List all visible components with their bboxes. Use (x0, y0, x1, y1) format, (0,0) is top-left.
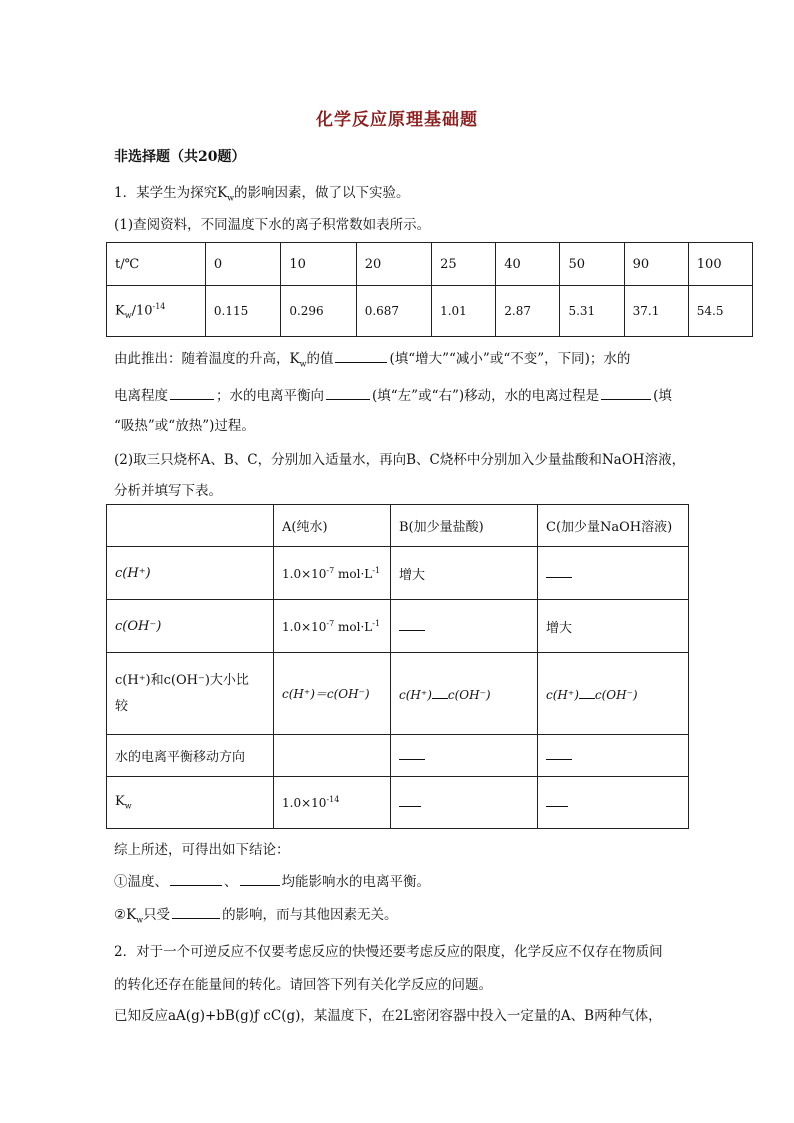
table-cell: 0 (205, 243, 280, 286)
row-label-line1: c(H⁺)和c(OH⁻)大小比 (115, 672, 249, 688)
answer-blank[interactable] (399, 794, 421, 807)
row-label-line2: 较 (115, 698, 129, 714)
table-cell (538, 777, 689, 829)
q1-line-b (114, 385, 672, 406)
table-cell: c(H⁺)＝c(OH⁻) (274, 653, 391, 735)
q1-line-b-tail: (填 (653, 388, 672, 404)
answer-blank[interactable] (172, 904, 220, 919)
conclusion-2-mid: 只受 (143, 907, 171, 923)
table-cell (538, 653, 689, 735)
table-cell: c(H⁺) (107, 547, 274, 600)
answer-blank[interactable] (432, 686, 448, 699)
q1-part1: (1)查阅资料，不同温度下水的离子积常数如表所示。 (114, 217, 431, 233)
table-cell: 0.687 (356, 286, 431, 337)
compare-right: c(OH⁻) (594, 687, 638, 702)
table-cell (391, 777, 538, 829)
table-row (107, 653, 689, 735)
conclusion-2-tail: 的影响，而与其他因素无关。 (222, 907, 398, 923)
summary-line: 综上所述，可得出如下结论： (114, 842, 290, 858)
table-row (107, 735, 689, 777)
conclusion-1-sep: 、 (224, 874, 238, 890)
answer-blank[interactable] (326, 385, 370, 400)
answer-blank[interactable] (335, 348, 387, 363)
table-cell: 增大 (391, 547, 538, 600)
table-cell (391, 653, 538, 735)
answer-blank[interactable] (601, 385, 651, 400)
conclusion-2-head: ②K (114, 907, 137, 923)
table-cell: t/℃ (107, 243, 206, 286)
table-cell: 1.01 (432, 286, 496, 337)
answer-blank[interactable] (399, 618, 425, 631)
compare-left: c(H⁺) (399, 687, 432, 702)
conclusion-1-tail: 均能影响水的电离平衡。 (281, 874, 430, 890)
table-cell (274, 547, 391, 600)
table-cell (107, 505, 274, 547)
q1-line-a-text: 由此推出：随着温度的升高，K (114, 351, 300, 367)
answer-blank[interactable] (170, 871, 222, 886)
kw-label-sub: w (124, 310, 132, 320)
table-cell (274, 777, 391, 829)
table-cell: 5.31 (560, 286, 624, 337)
table-cell: 0.115 (205, 286, 280, 337)
q1-line-a-mid: 的值 (306, 351, 334, 367)
table-cell: 10 (281, 243, 356, 286)
table-row (107, 547, 689, 600)
answer-blank[interactable] (399, 747, 425, 760)
q1-intro-text: 1．某学生为探究K (114, 185, 228, 201)
table-cell: 增大 (538, 600, 689, 653)
q1-intro-sub: w (227, 193, 235, 203)
table-cell: 2.87 (496, 286, 560, 337)
compare-right: c(OH⁻) (447, 687, 491, 702)
kw-label: K (115, 794, 125, 810)
table-cell: 40 (496, 243, 560, 286)
value-unit: mol·L (338, 619, 373, 634)
table-cell (274, 600, 391, 653)
q1-part2-b: 分析并填写下表。 (114, 483, 222, 499)
conclusion-1 (114, 871, 430, 892)
table-cell: 20 (356, 243, 431, 286)
table-cell: 水的电离平衡移动方向 (107, 735, 274, 777)
table-cell: 0.296 (281, 286, 356, 337)
kw-label-exp: -14 (152, 302, 166, 312)
conclusion-2-sub: w (136, 915, 144, 925)
q1-intro (114, 183, 410, 209)
table-cell: 25 (432, 243, 496, 286)
kw-label-tail: /10 (131, 303, 153, 319)
q1-line-b-head: 电离程度 (114, 388, 168, 404)
table-row (107, 243, 753, 286)
q1-line-c: “吸热”或“放热”)过程。 (114, 418, 255, 434)
value-unit-exp: -1 (372, 618, 381, 628)
answer-blank[interactable] (546, 794, 568, 807)
q1-part2-a: (2)取三只烧杯A、B、C，分别加入适量水，再向B、C烧杯中分别加入少量盐酸和NaOH溶液， (114, 452, 686, 468)
q1-line-a-sub: w (299, 359, 307, 369)
kw-label-sub: w (124, 801, 132, 811)
table-cell: 54.5 (688, 286, 752, 337)
water-ionization-table (106, 504, 689, 829)
q2-line-1: 2．对于一个可逆反应不仅要考虑反应的快慢还要考虑反应的限度，化学反应不仅存在物质间 (114, 944, 663, 960)
value-text: 1.0×10 (282, 796, 327, 810)
conclusion-1-head: ①温度、 (114, 874, 168, 890)
value-text: 1.0×10 (282, 566, 327, 581)
value-exp: -14 (326, 795, 340, 804)
answer-blank[interactable] (546, 565, 572, 578)
table-cell (391, 735, 538, 777)
table-cell: 37.1 (624, 286, 688, 337)
table-row (107, 286, 753, 337)
table-row (107, 777, 689, 829)
table-cell: 100 (688, 243, 752, 286)
table-cell (107, 653, 274, 735)
value-exp: -7 (326, 565, 335, 575)
q1-line-b-mid2: (填“左”或“右”)移动，水的电离过程是 (372, 388, 600, 404)
table-header-c: C(加少量NaOH溶液) (538, 505, 689, 547)
table-header-a: A(纯水) (274, 505, 391, 547)
table-cell (538, 547, 689, 600)
table-cell (538, 735, 689, 777)
table-cell: 50 (560, 243, 624, 286)
table-cell (274, 735, 391, 777)
document-title: 化学反应原理基础题 (316, 110, 478, 130)
answer-blank[interactable] (240, 871, 280, 886)
q1-line-a-tail: (填“增大”“减小”或“不变”，下同)；水的 (389, 351, 631, 367)
table-cell (391, 600, 538, 653)
value-unit: mol·L (338, 566, 373, 581)
table-row (107, 600, 689, 653)
q1-intro-tail: 的影响因素，做了以下实验。 (234, 185, 410, 201)
table-row (107, 505, 689, 547)
q1-line-a (114, 348, 630, 375)
table-cell (107, 286, 206, 337)
compare-left: c(H⁺) (546, 687, 579, 702)
table-cell: c(OH⁻) (107, 600, 274, 653)
q1-line-b-mid1: ；水的电离平衡向 (216, 388, 324, 404)
value-text: 1.0×10 (282, 619, 327, 634)
answer-blank[interactable] (546, 747, 572, 760)
answer-blank[interactable] (170, 385, 214, 400)
q2-line-2: 的转化还存在能量间的转化。请回答下列有关化学反应的问题。 (114, 977, 492, 993)
table-cell (107, 777, 274, 829)
kw-temperature-table (106, 242, 753, 337)
value-unit-exp: -1 (372, 565, 381, 575)
table-cell: 90 (624, 243, 688, 286)
table-header-b: B(加少量盐酸) (391, 505, 538, 547)
kw-label: K (115, 303, 125, 319)
section-heading: 非选择题（共20题） (114, 149, 246, 165)
answer-blank[interactable] (579, 686, 595, 699)
value-exp: -7 (326, 618, 335, 628)
q2-line-3: 已知反应aA(g)+bB(g)ƒ cC(g)，某温度下，在2L密闭容器中投入一定量的A、B两种气体， (114, 1008, 662, 1024)
conclusion-2 (114, 904, 398, 931)
